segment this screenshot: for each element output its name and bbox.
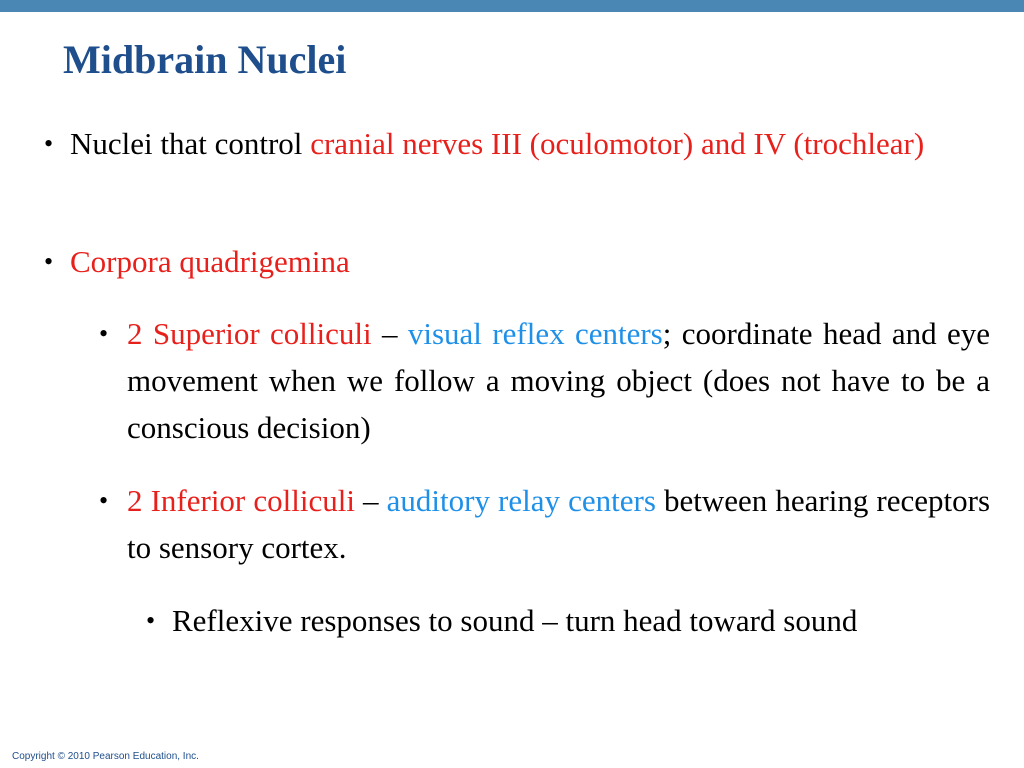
bullet-dot-icon: • [99, 486, 109, 515]
bullet-cranial-nerves [44, 120, 990, 167]
bullet-reflexive-responses [146, 597, 990, 644]
bullet-superior-colliculi [99, 310, 991, 451]
bullet-dot-icon: • [99, 319, 109, 348]
bullet-dot-icon: • [44, 247, 54, 276]
bullet-separator: – [354, 483, 387, 518]
bullet-emphasis-red: cranial nerves III (oculomotor) and IV (trochlear) [310, 126, 925, 161]
bullet-inferior-colliculi [99, 477, 991, 571]
bullet-text: Reflexive responses to sound – turn head toward sound [172, 603, 858, 638]
bullet-text: between hearing receptors to sensory cortex. [127, 483, 991, 565]
bullet-separator: – [371, 316, 408, 351]
bullet-emphasis-blue: auditory relay centers [386, 483, 656, 518]
bullet-emphasis-red: Corpora quadrigemina [70, 244, 350, 279]
bullet-text: Nuclei that control [70, 126, 311, 161]
bullet-dot-icon: • [44, 129, 54, 158]
bullet-text: ; coordinate head and eye movement when we follow a moving object (does not have to be a conscious decision) [127, 316, 991, 445]
copyright-notice: Copyright © 2010 Pearson Education, Inc. [12, 751, 199, 762]
bullet-corpora-quadrigemina [44, 238, 990, 285]
bullet-emphasis-red: 2 Inferior colliculi [127, 483, 355, 518]
bullet-emphasis-red: 2 Superior colliculi [127, 316, 372, 351]
slide-title: Midbrain Nuclei [63, 37, 347, 82]
bullet-dot-icon: • [146, 606, 156, 635]
bullet-emphasis-blue: visual reflex centers [407, 316, 663, 351]
top-accent-bar [0, 0, 1024, 12]
